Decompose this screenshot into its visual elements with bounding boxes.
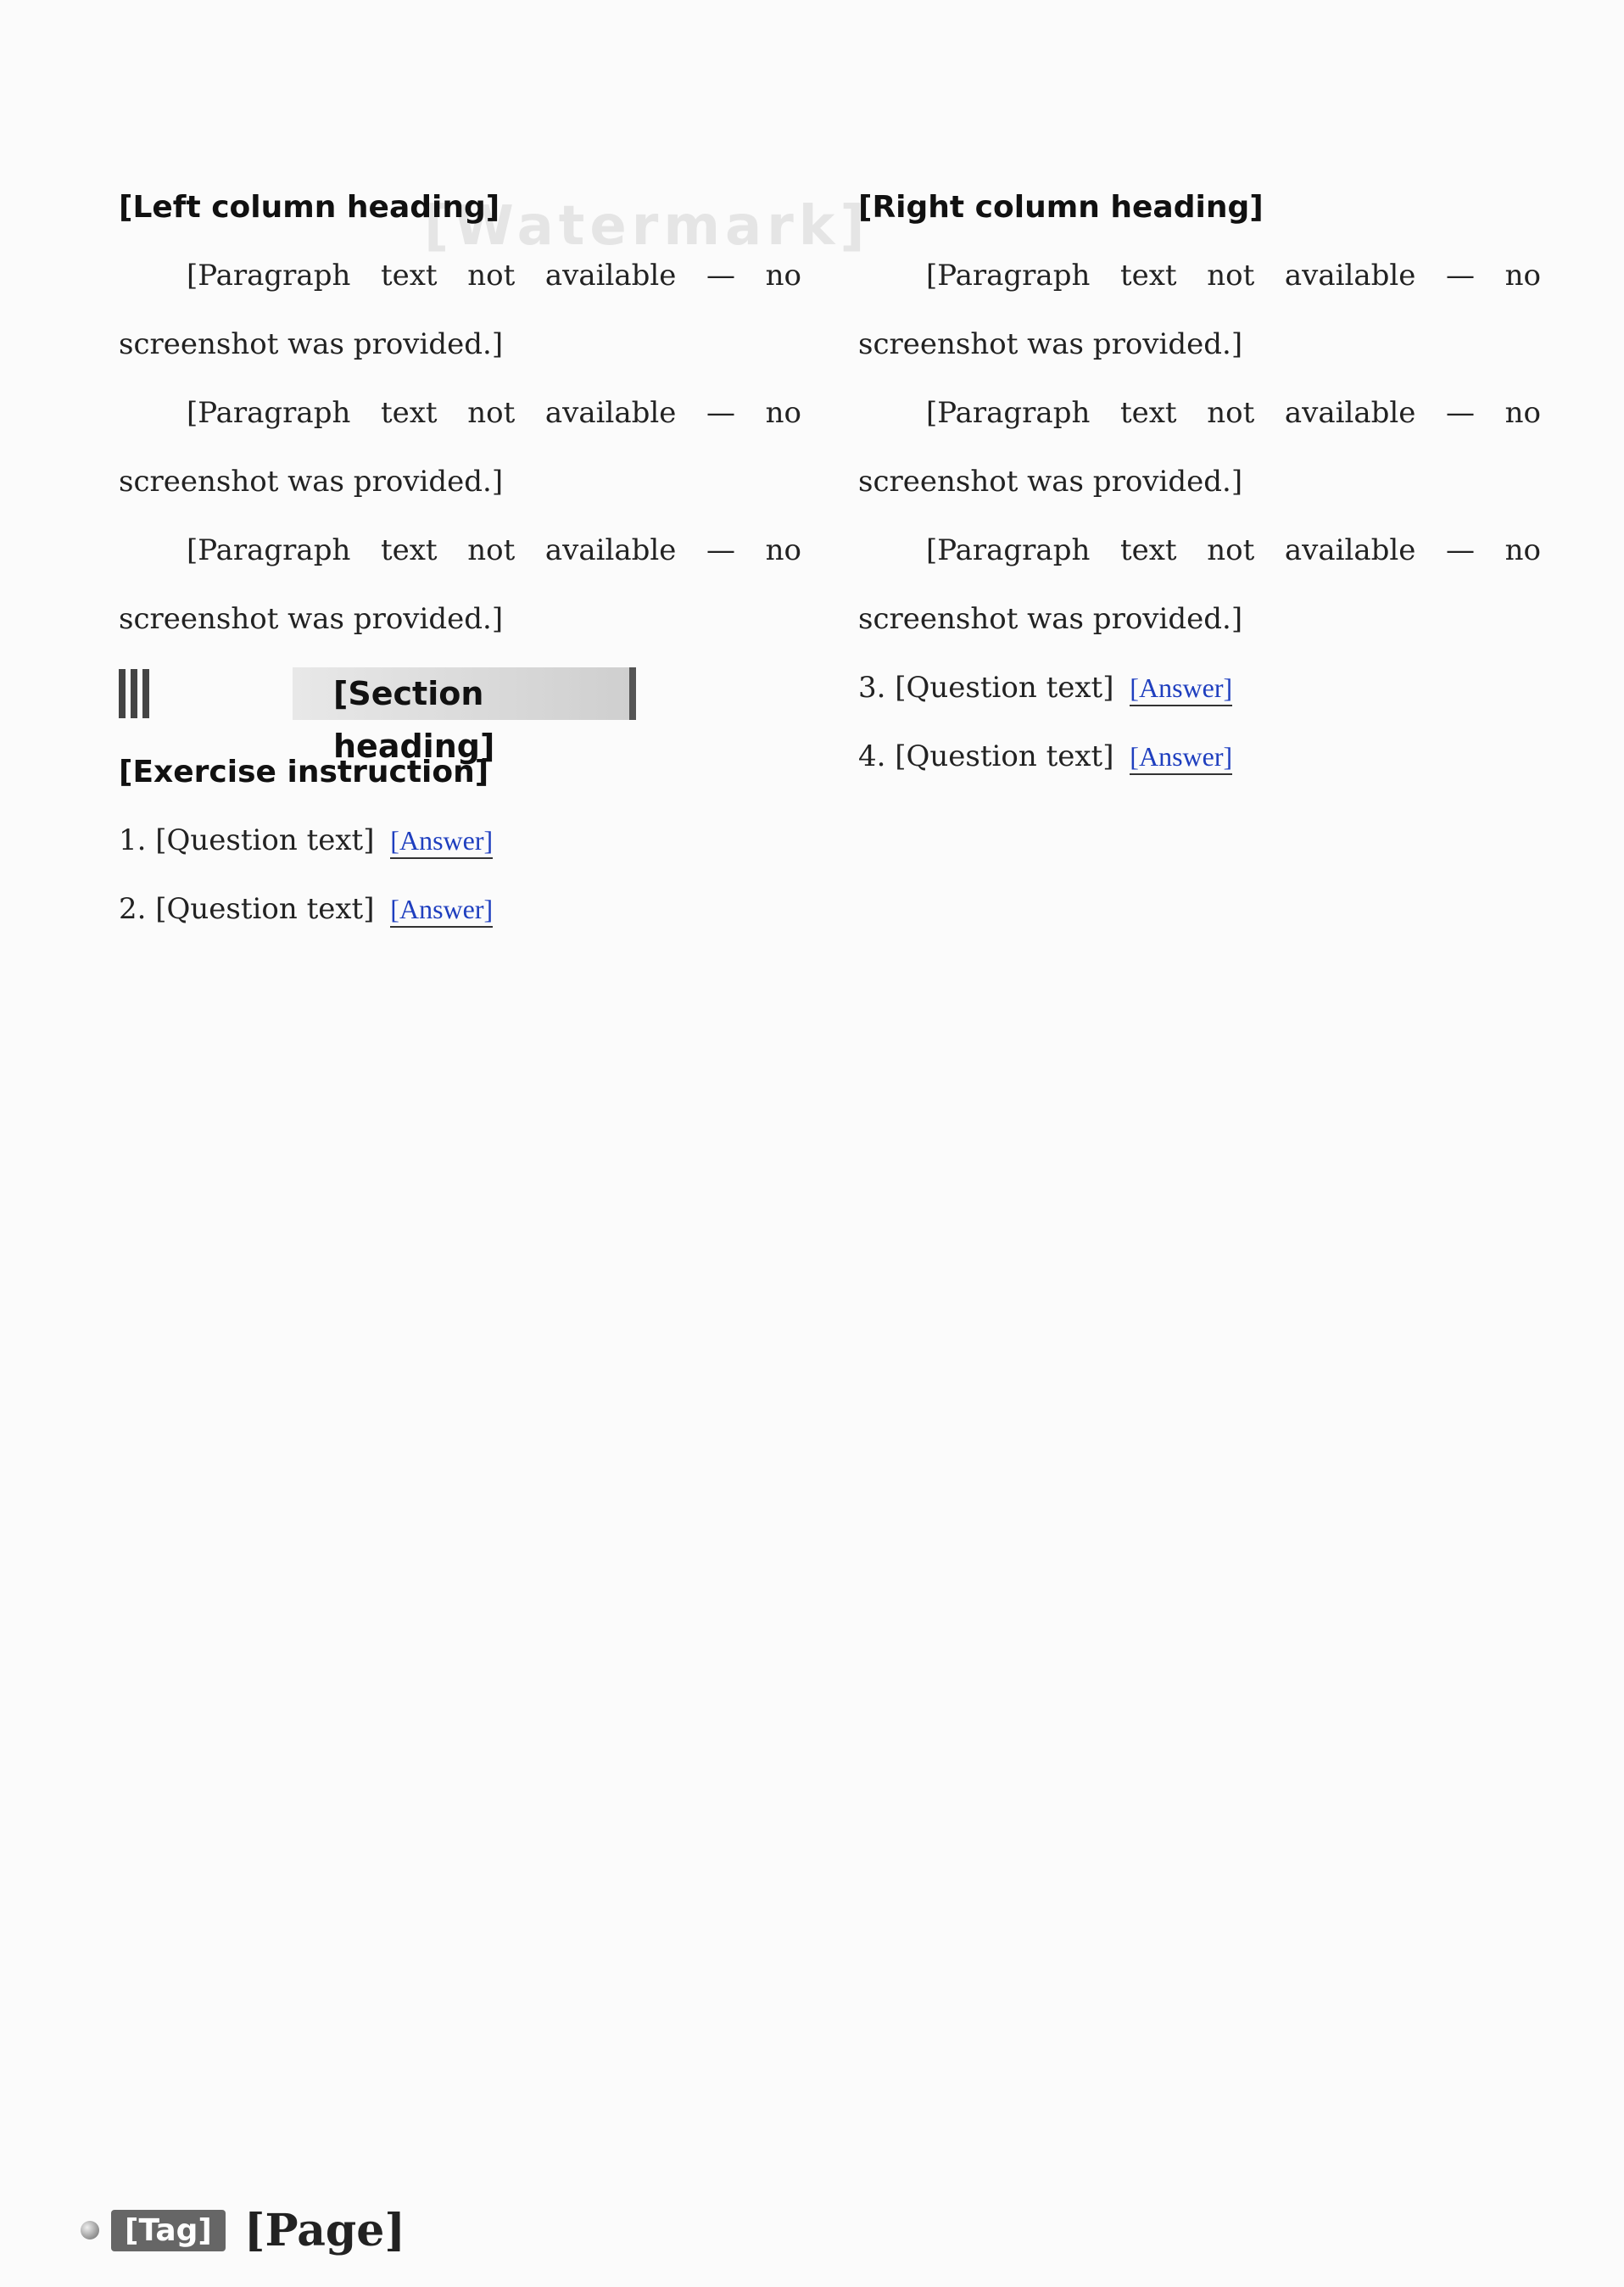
answer-blank[interactable]: [Answer] <box>390 892 493 928</box>
exercise-item-2 <box>119 875 801 944</box>
item-number: 3. <box>858 671 886 705</box>
left-paragraph-2: [Paragraph text not available — no screenshot was provided.] <box>119 396 801 499</box>
item-text: [Question text] <box>155 892 375 926</box>
exercise-instruction: [Exercise instruction] <box>119 755 489 789</box>
right-column <box>858 174 1541 791</box>
exercise-item-1 <box>119 806 801 875</box>
watermark: [Watermark] <box>424 195 870 258</box>
page-footer <box>81 2201 405 2260</box>
item-number: 2. <box>119 892 147 926</box>
answer-blank[interactable]: [Answer] <box>1130 671 1232 706</box>
exercise-item-3 <box>858 654 1541 722</box>
right-paragraph-2: [Paragraph text not available — no screenshot was provided.] <box>858 396 1541 499</box>
section-label: [Section heading] <box>293 667 636 720</box>
page-number: [Page] <box>243 2204 405 2256</box>
right-paragraph-1: [Paragraph text not available — no screenshot was provided.] <box>858 259 1541 361</box>
left-column <box>119 174 801 944</box>
right-heading: [Right column heading] <box>858 190 1264 225</box>
footer-dot-icon <box>81 2221 99 2240</box>
item-number: 1. <box>119 823 147 857</box>
exercise-item-4 <box>858 722 1541 791</box>
item-text: [Question text] <box>895 739 1114 773</box>
left-paragraph-1: [Paragraph text not available — no screenshot was provided.] <box>119 259 801 361</box>
item-text: [Question text] <box>895 671 1114 705</box>
right-paragraph-3: [Paragraph text not available — no screenshot was provided.] <box>858 533 1541 636</box>
item-text: [Question text] <box>155 823 375 857</box>
answer-blank[interactable]: [Answer] <box>390 823 493 859</box>
left-heading: [Left column heading] <box>119 190 500 225</box>
left-paragraph-3: [Paragraph text not available — no screenshot was provided.] <box>119 533 801 636</box>
item-number: 4. <box>858 739 886 773</box>
answer-blank[interactable]: [Answer] <box>1130 739 1232 775</box>
footer-tag: [Tag] <box>111 2210 226 2251</box>
banner-mark <box>119 669 153 718</box>
section-banner <box>119 662 801 765</box>
